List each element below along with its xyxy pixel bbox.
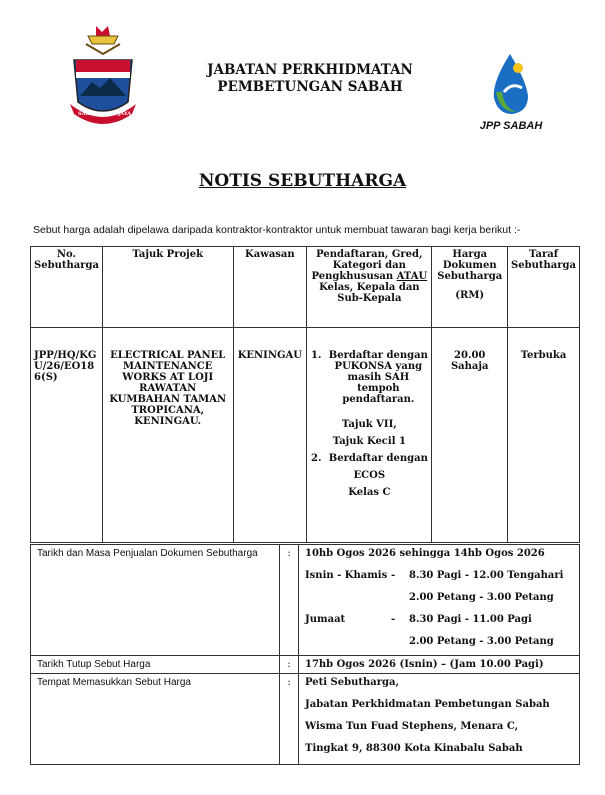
table-row [31,328,580,543]
sale-row [31,545,580,656]
tender-table [30,246,580,543]
header-no: No. Sebutharga [31,247,103,328]
cell-no: JPP/HQ/KGU/26/EO186(S) [31,328,103,543]
crest-motto: SABAH MAJU JAYA [78,111,132,117]
header-kawasan: Kawasan [233,247,307,328]
jpp-logo-text: JPP SABAH [479,120,543,132]
jpp-water-drop-logo [482,52,538,118]
header-taraf: Taraf Sebutharga [508,247,580,328]
page-title: NOTIS SEBUTHARGA [198,171,407,191]
cell-taraf: Terbuka [508,328,580,543]
table-header-row [31,247,580,328]
colon: : [280,674,299,765]
close-value: 17hb Ogos 2026 (Isnin) – (Jam 10.00 Pagi) [299,656,580,674]
intro-text: Sebut harga adalah dipelawa daripada kontraktor-kontraktor untuk membuat tawaran bagi kerja berikut :- [33,224,521,236]
place-value: Peti Sebutharga, Jabatan Perkhidmatan Pembetungan Sabah Wisma Tun Fuad Stephens, Menara C, Tingkat 9, 88300 Kota Kinabalu Sabah [299,674,580,765]
cell-kawasan: KENINGAU [233,328,307,543]
colon: : [280,656,299,674]
header-harga: Harga Dokumen Sebutharga (RM) [432,247,508,328]
close-row [31,656,580,674]
place-label: Tempat Memasukkan Sebut Harga [31,674,280,765]
sale-value: 10hb Ogos 2026 sehingga 14hb Ogos 2026 Isnin - Khamis - 8.30 Pagi - 12.00 Tengahari 2.00 Petang - 3.00 Petang Jumaat - 8.30 Pagi - 11.00 Pagi 2.00 Petang - 3.00 Petang [299,545,580,656]
header-tajuk: Tajuk Projek [102,247,233,328]
sale-label: Tarikh dan Masa Penjualan Dokumen Sebutharga [31,545,280,656]
cell-pendaftaran: 1. Berdaftar dengan PUKONSA yang masih SAH tempoh pendaftaran. Tajuk VII, Tajuk Kecil 1 2. Berdaftar dengan ECOS Kelas C [307,328,432,543]
cell-harga: 20.00 Sahaja [432,328,508,543]
header-pendaftaran: Pendaftaran, Gred, Kategori dan Pengkhususan ATAU Kelas, Kepala dan Sub-Kepala [307,247,432,328]
close-label: Tarikh Tutup Sebut Harga [31,656,280,674]
cell-tajuk: ELECTRICAL PANEL MAINTENANCE WORKS AT LOJI RAWATAN KUMBAHAN TAMAN TROPICANA, KENINGAU. [102,328,233,543]
department-line-1: JABATAN PERKHIDMATAN [207,62,413,78]
place-row [31,674,580,765]
schedule-table [30,544,580,765]
department-name [190,62,430,96]
colon: : [280,545,299,656]
department-line-2: PEMBETUNGAN SABAH [217,79,403,95]
